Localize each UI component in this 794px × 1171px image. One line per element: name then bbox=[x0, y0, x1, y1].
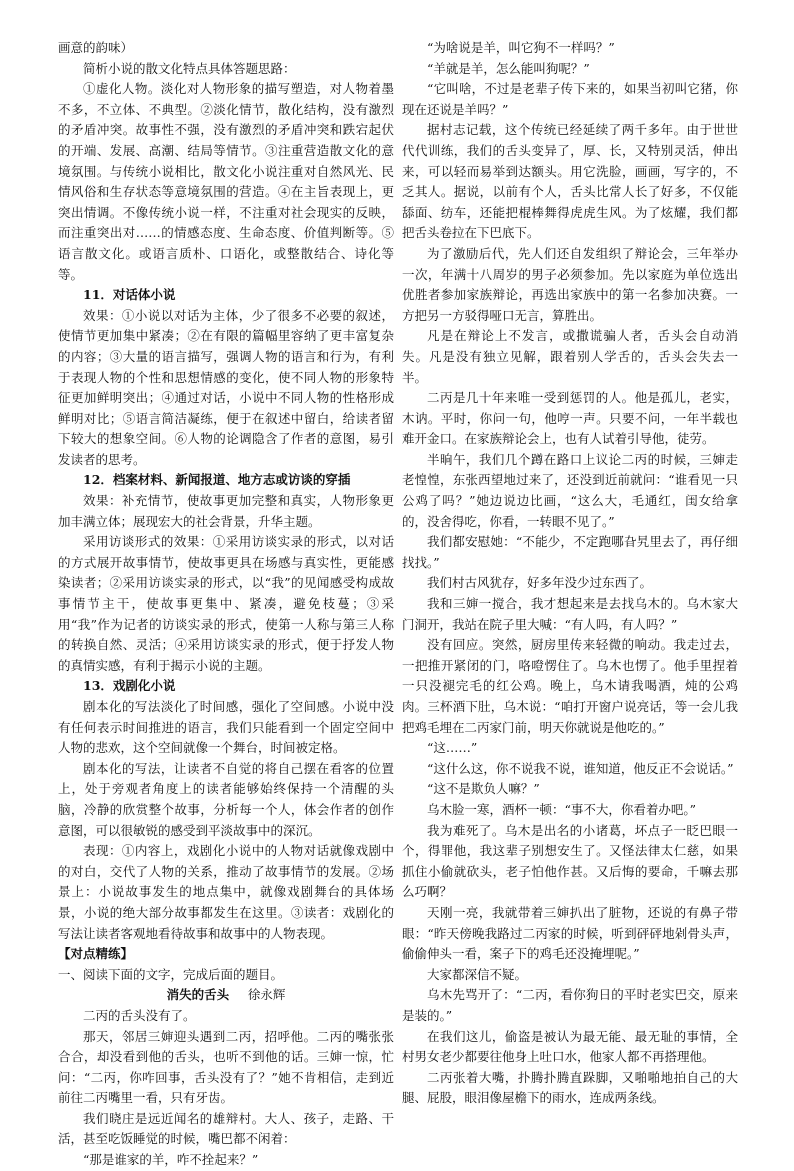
paragraph: ①虚化人物。淡化对人物形象的描写塑造，对人物着墨不多，不立体、不典型。②淡化情节，散化结构，没有激烈的矛盾冲突。故事性不强，没有激烈的矛盾冲突和跌宕起伏的开端、发展、高潮、结局等情节。③注重营造散文化的意境氛围。与传统小说相比，散文化小说注重对自然风光、民情风俗和生存状态等意境氛围的营造。④在主旨表现上，更突出情调。不像传统小说一样，不注重对社会现实的反映，而注重突出对……的情感态度、生命态度、价值判断等。⑤语言散文化。或语言质朴、口语化，或整散结合、诗化等等。 bbox=[58, 81, 394, 282]
paragraph: “羊就是羊，怎么能叫狗呢？” bbox=[427, 60, 590, 76]
paragraph: 那天，邻居三婶迎头遇到二丙，招呼他。二丙的嘴张张合合，却没看到他的舌头，也听不到他的话。三婶一惊，忙问：“二丙，你咋回事，舌头没有了？”她不肯相信，走到近前往二丙嘴里一看，只有牙齿。 bbox=[58, 1028, 394, 1106]
paragraph: 在我们这儿，偷盗是被认为最无能、最无耻的事情，全村男女老少都要往他身上吐口水，他家人都不再搭理他。 bbox=[402, 1028, 738, 1065]
paragraph: “它叫啥，不过是老辈子传下来的，如果当初叫它猪，你现在还说是羊吗？” bbox=[402, 81, 738, 117]
paragraph: 画意的韵味） bbox=[58, 40, 134, 55]
paragraph: 凡是在辩论上不发言，或撒谎骗人者，舌头会自动消失。凡是没有独立见解，跟着别人学舌的，舌头会失去一半。 bbox=[402, 328, 738, 385]
paragraph: 二丙的舌头没有了。 bbox=[83, 1007, 196, 1023]
paragraph: 效果：补充情节，使故事更加完整和真实，人物形象更加丰满立体；展现宏大的社会背景，升华主题。 bbox=[58, 493, 394, 529]
paragraph: “这什么这，你不说我不说，谁知道，他反正不会说话。” bbox=[427, 760, 734, 776]
right-column bbox=[402, 38, 738, 1109]
paragraph: 为了激励后代，先人们还自发组织了辩论会，三年举办一次，年满十八周岁的男子必须参加。先以家庭为单位选出优胜者参加家族辩论，再选出家族中的第一名参加决赛。一方把另一方驳得哑口无言，算胜出。 bbox=[402, 245, 738, 323]
paragraph: 我为难死了。乌木是出名的小诸葛，坏点子一眨巴眼一个，得罪他，我这辈子别想安生了。又怪法律太仁慈，如果抓住小偷就砍头，老子怕他作甚。又后悔的要命，千嘛去那么巧啊？ bbox=[402, 822, 738, 900]
paragraph: 表现：①内容上，戏剧化小说中的人物对话就像戏剧中的对白，交代了人物的关系，推动了故事情节的发展。②场景上：小说故事发生的地点集中，就像戏剧舞台的具体场景，小说的绝大部分故事都发生在这里。③读者：戏剧化的写法让读者客观地看待故事和故事中的人物表现。 bbox=[58, 843, 394, 941]
story-title: 消失的舌头 bbox=[166, 987, 230, 1003]
paragraph: 我们都安慰她：“不能少，不定跑哪旮旯里去了，再仔细找找。” bbox=[402, 534, 738, 570]
paragraph: “这不是欺负人嘛？” bbox=[427, 781, 540, 797]
paragraph: 效果：①小说以对话为主体，少了很多不必要的叙述，使情节更加集中紧凑；②在有限的篇幅里容纳了更丰富复杂的内容；③大量的语言描写，强调人物的语言和行为，有利于表现人物的个性和思想情感的变化，使不同人物的形象特征更加鲜明突出；④通过对话，小说中不同人物的性格形成鲜明对比；⑤语言简洁凝练，便于在叙述中留白，给读者留下较大的想象空间。⑥人物的论调隐含了作者的意图，易引发读者的思考。 bbox=[58, 307, 394, 467]
left-column bbox=[58, 38, 394, 1171]
story-title-line bbox=[58, 985, 394, 1006]
section-heading-13: 13．戏剧化小说 bbox=[83, 678, 176, 694]
paragraph: 我们晓庄是远近闻名的雄辩村。大人、孩子，走路、干活，甚至吃饭睡觉的时候，嘴巴都不闲着： bbox=[58, 1110, 394, 1147]
paragraph: “这……” bbox=[427, 740, 478, 756]
paragraph: 二丙是几十年来唯一受到惩罚的人。他是孤儿，老实，木讷。平时，你问一句，他哼一声。只要不问，一年半载也难开金口。在家族辩论会上，也有人试着引导他，徒劳。 bbox=[402, 390, 738, 447]
paragraph: 我和三婶一搅合，我才想起来是去找乌木的。乌木家大门洞开，我站在院子里大喊：“有人吗，有人吗？” bbox=[402, 596, 738, 632]
story-author: 徐永辉 bbox=[247, 987, 286, 1003]
paragraph: 二丙张着大嘴，扑腾扑腾直跺脚，又啪啪地拍自己的大腿、屁股，眼泪像屋檐下的雨水，连成两条线。 bbox=[402, 1069, 738, 1106]
paragraph: 据村志记载，这个传统已经延续了两千多年。由于世世代代训练，我们的舌头变异了，厚、长，又特别灵活，伸出来，可以轻而易举到达额头。用它洗脸，画画，写字的，不乏其人。据说，以前有个人，舌头比常人长了好多，不仅能舔面、纺车，还能把棍棒舞得虎虎生风。为了炫耀，我们都把舌头卷拉在下巴底下。 bbox=[402, 122, 738, 241]
practice-heading: 【对点精练】 bbox=[58, 946, 134, 962]
paragraph: 半晌午，我们几个蹲在路口上议论二丙的时候，三婶走老惶惶，东张西望地过来了，还没到近前就问：“谁看见一只公鸡了吗？”她边说边比画，“这么大，毛通红，闺女给拿的，没舍得吃，你看，一转眼不见了。” bbox=[402, 451, 738, 529]
section-heading-12: 12．档案材料、新闻报道、地方志或访谈的穿插 bbox=[83, 472, 351, 488]
paragraph: 剧本化的写法淡化了时间感，强化了空间感。小说中没有任何表示时间推进的语言，我们只能看到一个固定空间中人物的悲欢，这个空间就像一个舞台，时间被定格。 bbox=[58, 699, 394, 756]
paragraph: 大家都深信不疑。 bbox=[427, 966, 528, 982]
section-heading-11: 11．对话体小说 bbox=[83, 287, 176, 303]
paragraph: 没有回应。突然，厨房里传来轻微的响动。我走过去，一把推开紧闭的门，咯噔愣住了。乌木也愣了。他手里捏着一只没褪完毛的红公鸡。晚上，乌木请我喝酒，炖的公鸡肉。三杯酒下肚，乌木说：“咱打开窗户说亮话，等一会儿我把鸡毛埋在二丙家门前，明天你就说是他吃的。” bbox=[402, 637, 738, 735]
paragraph: “那是谁家的羊，咋不拴起来？” bbox=[83, 1152, 259, 1168]
paragraph: 我们村古风犹存，好多年没少过东西了。 bbox=[427, 575, 653, 591]
paragraph: 采用访谈形式的效果：①采用访谈实录的形式，以对话的方式展开故事情节，使故事更具在场感与真实性，更能感染读者；②采用访谈实录的形式，以“我”的见闻感受构成故事情节主干，使故事更集中、紧凑，避免枝蔓；③采用“我”作为记者的访谈实录的形式，使第一人称与第三人称的转换自然、灵活；④采用访谈实录的形式，便于抒发人物的真情实感，有利于揭示小说的主题。 bbox=[58, 534, 394, 673]
paragraph: “为啥说是羊，叫它狗不一样吗？” bbox=[427, 40, 615, 55]
paragraph: 乌木先骂开了：“二丙，看你狗日的平时老实巴交，原来是装的。” bbox=[402, 987, 738, 1023]
paragraph: 乌木脸一寒，酒杯一顿：“事不大，你看着办吧。” bbox=[427, 801, 697, 817]
question-instruction: 一、阅读下面的文字，完成后面的题目。 bbox=[58, 966, 284, 982]
paragraph: 天刚一亮，我就带着三婶扒出了脏物，还说的有鼻子带眼：“昨天傍晚我路过二丙家的时候，听到砰砰地剁骨头声，偷偷伸头一看，案子下的鸡毛还没掩埋呢。” bbox=[402, 904, 738, 962]
paragraph: 剧本化的写法，让读者不自觉的将自己摆在看客的位置上，处于旁观者角度上的读者能够始终保持一个清醒的头脑，冷静的欣赏整个故事，分析每一个人，体会作者的创作意图，可以很敏锐的感受到平淡故事中的深沉。 bbox=[58, 760, 394, 838]
paragraph: 简析小说的散文化特点具体答题思路： bbox=[83, 60, 296, 76]
